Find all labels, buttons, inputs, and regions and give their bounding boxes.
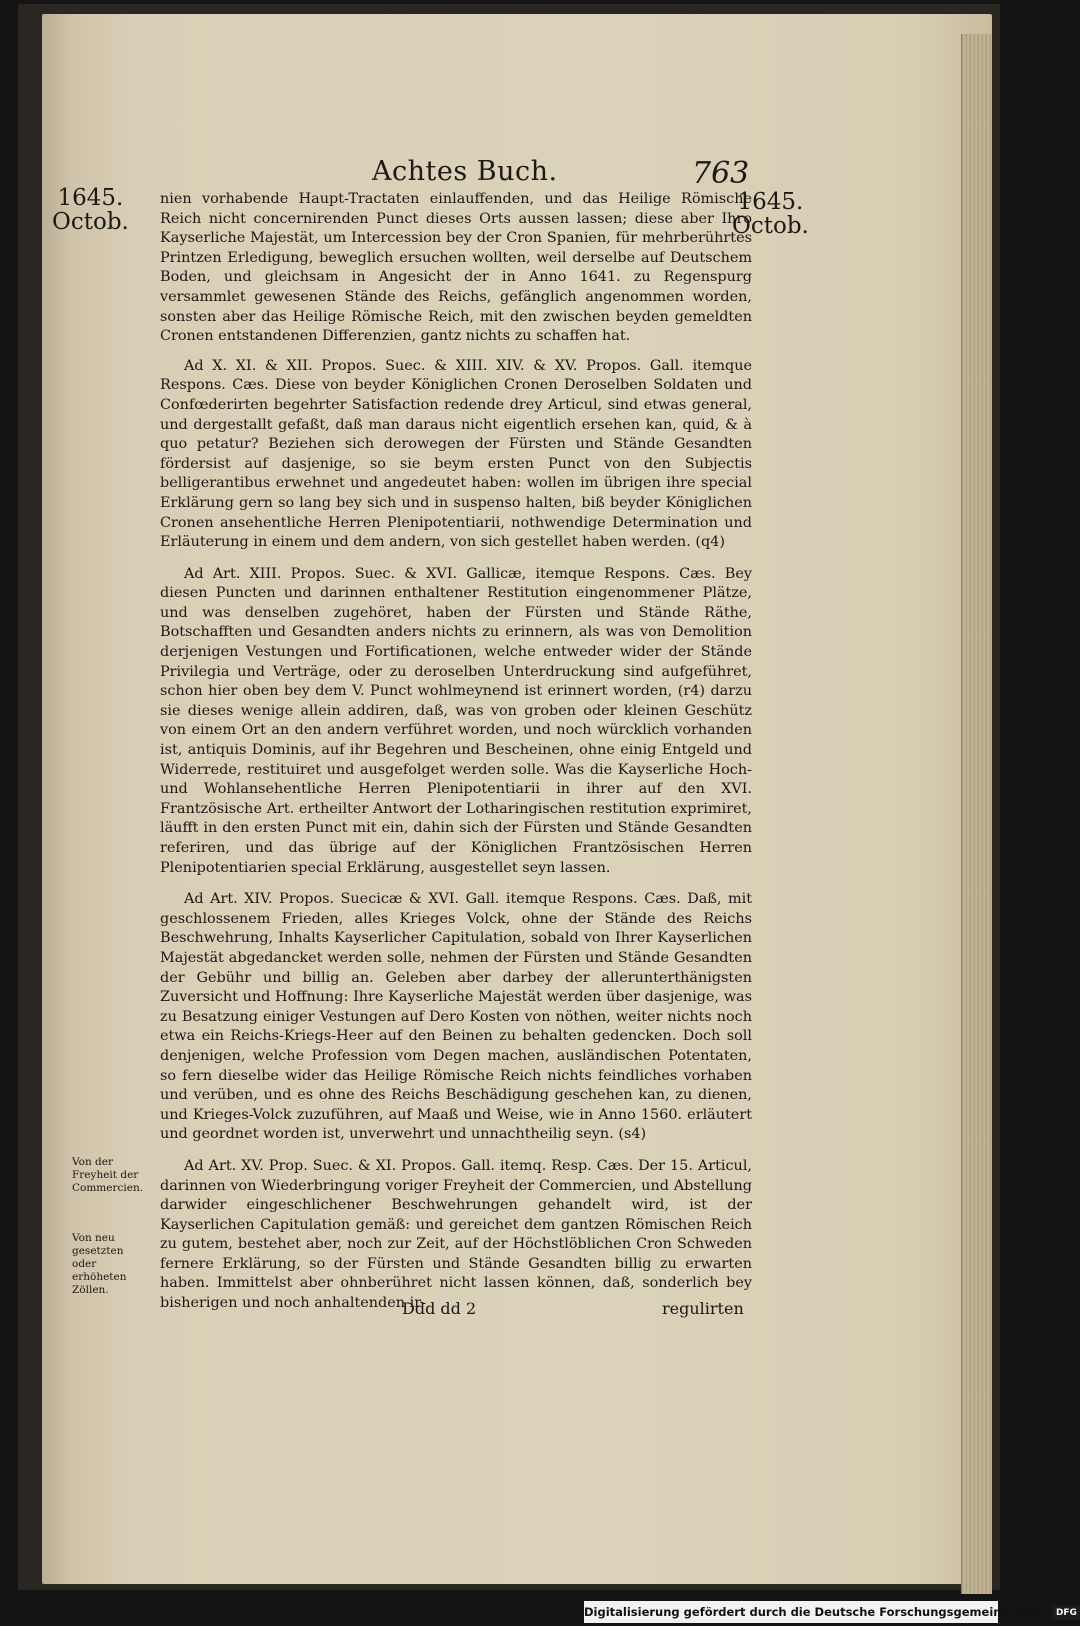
page (42, 14, 992, 1584)
dfg-banner-text: Digitalisierung gefördert durch die Deutsche Forschungsgemeinschaft · (584, 1605, 1050, 1619)
dfg-logo: DFG (1053, 1606, 1080, 1620)
paragraph-2: Ad X. XI. & XII. Propos. Suec. & XIII. XIV. & XV. Propos. Gall. itemque Respons. Cæs. Diese von beyder Königlichen Cronen Deroselben Soldaten und Confœderirten begehrter Satisfaction redende drey Articul, sind etwas general, und dergestallt gefaßt, daß man daraus nicht eigentlich ersehen kan, quid, & à quo petatur? Beziehen sich derowegen der Fürsten und Stände Gesandten fördersist auf dasjenige, so sie beym ersten Punct von den Subjectis belligerantibus erwehnet und angedeutet haben: wollen im übrigen ihre special Erklärung gern so lang bey sich und in suspenso halten, biß beyder Königlichen Cronen ansehentliche Herren Plenipotentiarii, nothwendige Determination und Erläuterung in einem und dem andern, von sich gestellet haben werden. (q4) (160, 357, 752, 551)
page-header (42, 152, 992, 192)
left-margin-date (52, 186, 129, 234)
running-title: Achtes Buch. (372, 156, 558, 187)
paragraph-4: Ad Art. XIV. Propos. Suecicæ & XVI. Gall. itemque Respons. Cæs. Daß, mit geschlossenem Frieden, alles Krieges Volck, ohne der Stände des Reichs Beschwehrung, Inhalts Kayserlicher Capitulation, sobald von Ihrer Kayserlichen Majestät abgedancket werden solle, nehmen der Fürsten und Stände Gesandten der Gebühr und billig an. Geleben aber darbey der allerunterthänigsten Zuversicht und Hoffnung: Ihre Kayserliche Majestät werden über dasjenige, was zu Besatzung einiger Vestungen auf Dero Kosten von nöthen, weiter nichts noch etwa ein Reichs-Kriegs-Heer auf den Beinen zu behalten gedencken. Doch soll denjenigen, welche Profession vom Degen machen, ausländischen Potentaten, so fern dieselbe wider das Heilige Römische Reich nichts feindliches vorhaben und verüben, und es ohne des Reichs Beschädigung geschehen kan, zu dienen, und Krieges-Volck zuzuführen, auf Maaß und Weise, wie in Anno 1560. erläutert und geordnet worden ist, unverwehrt und unnachtheilig seyn. (s4) (160, 891, 752, 1143)
book-scan (18, 4, 1000, 1590)
main-text (160, 190, 752, 1314)
fore-edge (961, 34, 992, 1594)
left-margin-month: Octob. (52, 209, 129, 235)
paragraph-1: nien vorhabende Haupt-Tractaten einlauffenden, und das Heilige Römische Reich nicht concernirenden Punct dieses Orts aussen lassen; diese aber Ihro Kayserliche Majestät, um Intercession bey der Cron Spanien, für mehrberührtes Printzen Erledigung, beweglich ersuchen wollten, weil derselbe auf Deutschem Boden, und gleichsam in Angesicht der in Anno 1641. zu Regenspurg versammlet gewesenen Stände des Reichs, gefänglich angenommen worden, sonsten aber das Heilige Römische Reich, mit den zwischen beyden gemeldten Cronen entstandenen Differenzien, gantz nichts zu schaffen hat. (160, 191, 752, 345)
side-note-tolls: Von neu gesetzten oder erhöheten Zöllen. (72, 1232, 127, 1296)
catchword: regulirten (662, 1299, 744, 1318)
right-margin-month: Octob. (732, 213, 809, 239)
right-margin-year: 1645. (737, 189, 804, 215)
paragraph-3: Ad Art. XIII. Propos. Suec. & XVI. Gallicæ, itemque Respons. Cæs. Bey diesen Puncten und darinnen enthaltener Restitution eingenommener Plätze, und was denselben zugehöret, haben der Fürsten und Stände Räthe, Botschafften und Gesandten anders nichts zu erinnern, als was von Demolition derjenigen Vestungen und Fortificationen, welche entweder wider der Stände Privilegia und Verträge, oder zu deroselben Unterdruckung sind aufgeführet, schon hier oben bey dem V. Punct wohlmeynend ist erinnert worden, (r4) darzu sie dieses wenige allein addiren, daß, was von groben oder kleinen Geschütz von einem Ort an den andern verführet worden, und noch würcklich vorhanden ist, antiquis Dominis, auf ihr Begehren und Bescheinen, ohne einig Entgeld und Widerrede, restituiret und ausgefolget werden solle. Was die Kayserliche Hoch- und Wohlansehentliche Herren Plenipotentiarii in ihrer auf den XVI. Frantzösische Art. ertheilter Antwort der Lotharingischen restitution exprimiret, läufft in den ersten Punct mit ein, dahin sich der Fürsten und Stände Gesandten referiren, und das übrige auf der Königlichen Frantzösischen Herren Plenipotentiarien special Erklärung, ausgestellet seyn lassen. (160, 565, 752, 876)
page-number: 763 (692, 156, 750, 191)
paragraph-5: Ad Art. XV. Prop. Suec. & XI. Propos. Gall. itemq. Resp. Cæs. Der 15. Articul, darinnen von Wiederbringung voriger Freyheit der Commercien, und Abstellung darwider eingeschlichener Beschwehrungen gehandelt wird, ist der Kayserlichen Capitulation gemäß: und gereichet dem gantzen Römischen Reich zu gutem, bestehet aber, noch zur Zeit, auf der Höchstlöblichen Cron Schweden fernere Erklärung, so der Fürsten und Stände Gesandten billig zu erwarten haben. Immittelst aber ohnberühret nicht lassen können, daß, sonderlich bey bisherigen und noch anhaltenden ir- (160, 1157, 752, 1312)
left-margin-year: 1645. (57, 185, 124, 211)
dfg-banner (584, 1601, 1077, 1623)
side-note-commerce: Von der Freyheit der Commercien. (72, 1156, 144, 1194)
signature-mark: Ddd dd 2 (402, 1299, 477, 1318)
